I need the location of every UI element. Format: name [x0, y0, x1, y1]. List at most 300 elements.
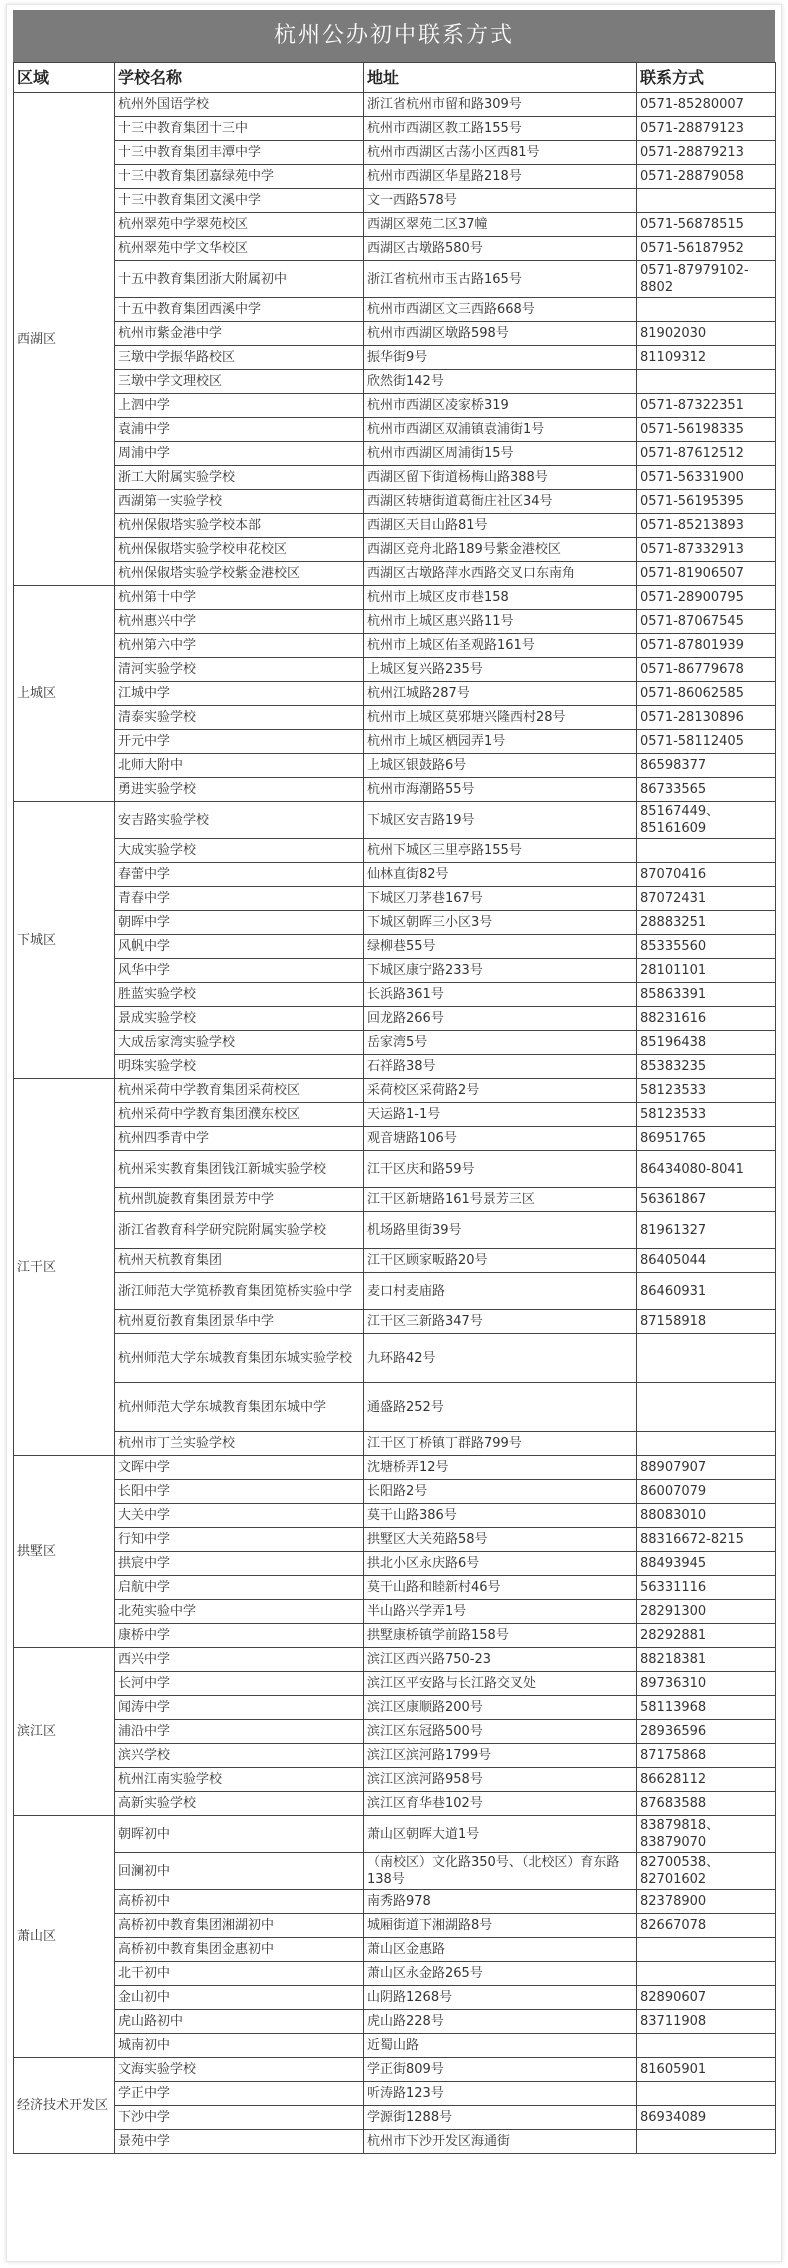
address-cell: 城厢街道下湘湖路8号: [364, 1914, 637, 1938]
table-row: [14, 1007, 776, 1031]
table-row: [14, 778, 776, 802]
school-name-cell: 杭州采实教育集团钱江新城实验学校: [115, 1151, 364, 1188]
contact-cell: 81961327: [637, 1212, 776, 1249]
school-name-cell: 朝晖初中: [115, 1816, 364, 1853]
address-cell: 学正街809号: [364, 2058, 637, 2082]
address-cell: 西湖区天目山路81号: [364, 514, 637, 538]
contact-cell: 0571-85280007: [637, 93, 776, 117]
table-row: [14, 466, 776, 490]
table-row: [14, 1528, 776, 1552]
address-cell: 浙江省杭州市留和路309号: [364, 93, 637, 117]
school-name-cell: 清河实验学校: [115, 658, 364, 682]
school-name-cell: 杭州师范大学东城教育集团东城实验学校: [115, 1334, 364, 1383]
address-cell: 仙林直街82号: [364, 863, 637, 887]
address-cell: 回龙路266号: [364, 1007, 637, 1031]
address-cell: 机场路里街39号: [364, 1212, 637, 1249]
school-name-cell: 西兴中学: [115, 1648, 364, 1672]
table-row: [14, 1432, 776, 1456]
contact-cell: [637, 839, 776, 863]
contact-cell: 85196438: [637, 1031, 776, 1055]
school-name-cell: 下沙中学: [115, 2106, 364, 2130]
table-row: [14, 1055, 776, 1079]
table-row: [14, 863, 776, 887]
contact-cell: 87072431: [637, 887, 776, 911]
table-row: [14, 802, 776, 839]
address-cell: 江干区新塘路161号景芳三区: [364, 1188, 637, 1212]
address-cell: 萧山区朝晖大道1号: [364, 1816, 637, 1853]
school-name-cell: 安吉路实验学校: [115, 802, 364, 839]
school-name-cell: 浦沿中学: [115, 1720, 364, 1744]
school-name-cell: 西湖第一实验学校: [115, 490, 364, 514]
contact-cell: 88907907: [637, 1456, 776, 1480]
table-row: [14, 346, 776, 370]
contact-cell: 87683588: [637, 1792, 776, 1816]
address-cell: 欣然街142号: [364, 370, 637, 394]
district-cell: 滨江区: [14, 1648, 115, 1816]
address-cell: 杭州市上城区佑圣观路161号: [364, 634, 637, 658]
table-row: [14, 1696, 776, 1720]
school-name-cell: 城南初中: [115, 2034, 364, 2058]
address-cell: 杭州市西湖区华星路218号: [364, 165, 637, 189]
table-row: [14, 1273, 776, 1310]
address-cell: 莫干山路386号: [364, 1504, 637, 1528]
address-cell: 半山路兴学弄1号: [364, 1600, 637, 1624]
contact-cell: 82700538、82701602: [637, 1853, 776, 1890]
school-name-cell: 明珠实验学校: [115, 1055, 364, 1079]
table-row: [14, 322, 776, 346]
school-name-cell: 学正中学: [115, 2082, 364, 2106]
table-row: [14, 370, 776, 394]
school-name-cell: 杭州翠苑中学文华校区: [115, 237, 364, 261]
school-name-cell: 北师大附中: [115, 754, 364, 778]
contact-cell: 0571-81906507: [637, 562, 776, 586]
table-header-row: [14, 63, 776, 93]
table-row: [14, 935, 776, 959]
contact-cell: 82378900: [637, 1890, 776, 1914]
table-row: [14, 93, 776, 117]
school-name-cell: 杭州师范大学东城教育集团东城中学: [115, 1383, 364, 1432]
table-row: [14, 1768, 776, 1792]
contact-cell: 0571-56331900: [637, 466, 776, 490]
table-row: [14, 165, 776, 189]
contact-cell: 86598377: [637, 754, 776, 778]
contact-cell: 0571-87979102-8802: [637, 261, 776, 298]
address-cell: 杭州市上城区惠兴路11号: [364, 610, 637, 634]
address-cell: 滨江区育华巷102号: [364, 1792, 637, 1816]
contact-cell: 0571-56198335: [637, 418, 776, 442]
address-cell: 杭州市西湖区周浦街15号: [364, 442, 637, 466]
table-body: [14, 93, 776, 2154]
contact-cell: 86951765: [637, 1127, 776, 1151]
contact-cell: 0571-87801939: [637, 634, 776, 658]
table-row: [14, 261, 776, 298]
address-cell: 滨江区西兴路750-23: [364, 1648, 637, 1672]
school-contact-table: [13, 62, 776, 2154]
school-name-cell: 高新实验学校: [115, 1792, 364, 1816]
address-cell: 杭州市下沙开发区海通街: [364, 2130, 637, 2154]
school-name-cell: 文晖中学: [115, 1456, 364, 1480]
contact-cell: 0571-56195395: [637, 490, 776, 514]
school-name-cell: 杭州外国语学校: [115, 93, 364, 117]
table-row: [14, 1720, 776, 1744]
table-row: [14, 1648, 776, 1672]
address-cell: 振华街9号: [364, 346, 637, 370]
address-cell: 下城区康宁路233号: [364, 959, 637, 983]
school-name-cell: 江城中学: [115, 682, 364, 706]
contact-cell: 88231616: [637, 1007, 776, 1031]
address-cell: 萧山区永金路265号: [364, 1962, 637, 1986]
address-cell: 下城区安吉路19号: [364, 802, 637, 839]
contact-cell: 0571-28879058: [637, 165, 776, 189]
contact-cell: 86628112: [637, 1768, 776, 1792]
address-cell: 杭州市海潮路55号: [364, 778, 637, 802]
table-row: [14, 1383, 776, 1432]
table-row: [14, 442, 776, 466]
contact-cell: 86434080-8041: [637, 1151, 776, 1188]
school-name-cell: 三墩中学振华路校区: [115, 346, 364, 370]
contact-cell: 0571-85213893: [637, 514, 776, 538]
table-row: [14, 1914, 776, 1938]
school-name-cell: 春蕾中学: [115, 863, 364, 887]
school-name-cell: 三墩中学文理校区: [115, 370, 364, 394]
table-row: [14, 959, 776, 983]
address-cell: 听涛路123号: [364, 2082, 637, 2106]
table-row: [14, 2130, 776, 2154]
table-row: [14, 1127, 776, 1151]
table-row: [14, 658, 776, 682]
school-name-cell: 开元中学: [115, 730, 364, 754]
school-name-cell: 十五中教育集团浙大附属初中: [115, 261, 364, 298]
contact-cell: 56361867: [637, 1188, 776, 1212]
contact-cell: 85335560: [637, 935, 776, 959]
address-cell: 九环路42号: [364, 1334, 637, 1383]
address-cell: 下城区刀茅巷167号: [364, 887, 637, 911]
contact-cell: 88218381: [637, 1648, 776, 1672]
contact-cell: [637, 1334, 776, 1383]
address-cell: 山阴路1268号: [364, 1986, 637, 2010]
contact-cell: [637, 1432, 776, 1456]
address-cell: 西湖区古墩路580号: [364, 237, 637, 261]
address-cell: 近蜀山路: [364, 2034, 637, 2058]
table-row: [14, 1310, 776, 1334]
address-cell: 滨江区平安路与长江路交叉处: [364, 1672, 637, 1696]
contact-cell: 58123533: [637, 1079, 776, 1103]
district-cell: 西湖区: [14, 93, 115, 586]
contact-cell: [637, 370, 776, 394]
address-cell: （南校区）文化路350号、（北校区）育东路138号: [364, 1853, 637, 1890]
table-row: [14, 754, 776, 778]
table-row: [14, 1151, 776, 1188]
table-row: [14, 634, 776, 658]
contact-cell: 28292881: [637, 1624, 776, 1648]
school-name-cell: 勇进实验学校: [115, 778, 364, 802]
school-name-cell: 拱宸中学: [115, 1552, 364, 1576]
address-cell: 沈塘桥弄12号: [364, 1456, 637, 1480]
school-name-cell: 杭州保俶塔实验学校紫金港校区: [115, 562, 364, 586]
table-row: [14, 141, 776, 165]
school-name-cell: 高桥初中: [115, 1890, 364, 1914]
table-row: [14, 1624, 776, 1648]
contact-cell: [637, 2130, 776, 2154]
contact-cell: 87070416: [637, 863, 776, 887]
school-name-cell: 景成实验学校: [115, 1007, 364, 1031]
table-row: [14, 538, 776, 562]
contact-cell: 28883251: [637, 911, 776, 935]
table-row: [14, 1816, 776, 1853]
table-row: [14, 298, 776, 322]
school-name-cell: 清泰实验学校: [115, 706, 364, 730]
table-row: [14, 2034, 776, 2058]
contact-cell: 88316672-8215: [637, 1528, 776, 1552]
address-cell: 杭州下城区三里亭路155号: [364, 839, 637, 863]
school-name-cell: 浙江省教育科学研究院附属实验学校: [115, 1212, 364, 1249]
table-row: [14, 117, 776, 141]
address-cell: 江干区三新路347号: [364, 1310, 637, 1334]
contact-cell: 58113968: [637, 1696, 776, 1720]
table-row: [14, 1890, 776, 1914]
school-name-cell: 行知中学: [115, 1528, 364, 1552]
school-name-cell: 文海实验学校: [115, 2058, 364, 2082]
table-row: [14, 610, 776, 634]
address-cell: 杭州市上城区皮市巷158: [364, 586, 637, 610]
table-row: [14, 237, 776, 261]
address-cell: 滨江区滨河路1799号: [364, 1744, 637, 1768]
address-cell: 杭州市西湖区双浦镇袁浦街1号: [364, 418, 637, 442]
school-name-cell: 十三中教育集团十三中: [115, 117, 364, 141]
address-cell: 下城区朝晖三小区3号: [364, 911, 637, 935]
table-row: [14, 213, 776, 237]
table-row: [14, 418, 776, 442]
address-cell: 天运路1-1号: [364, 1103, 637, 1127]
school-name-cell: 浙江师范大学笕桥教育集团笕桥实验中学: [115, 1273, 364, 1310]
table-row: [14, 2010, 776, 2034]
contact-cell: [637, 2082, 776, 2106]
school-name-cell: 杭州惠兴中学: [115, 610, 364, 634]
table-row: [14, 189, 776, 213]
header-address: 地址: [364, 63, 637, 93]
district-cell: 经济技术开发区: [14, 2058, 115, 2154]
header-school-name: 学校名称: [115, 63, 364, 93]
school-name-cell: 上泗中学: [115, 394, 364, 418]
contact-cell: 28101101: [637, 959, 776, 983]
address-cell: 通盛路252号: [364, 1383, 637, 1432]
school-name-cell: 闻涛中学: [115, 1696, 364, 1720]
address-cell: 岳家湾5号: [364, 1031, 637, 1055]
address-cell: 西湖区留下街道杨梅山路388号: [364, 466, 637, 490]
table-row: [14, 839, 776, 863]
contact-cell: 28936596: [637, 1720, 776, 1744]
school-name-cell: 杭州市丁兰实验学校: [115, 1432, 364, 1456]
school-name-cell: 杭州天杭教育集团: [115, 1249, 364, 1273]
table-row: [14, 1249, 776, 1273]
address-cell: 杭州市上城区莫邪塘兴隆西村28号: [364, 706, 637, 730]
school-name-cell: 虎山路初中: [115, 2010, 364, 2034]
table-row: [14, 1103, 776, 1127]
contact-cell: [637, 1962, 776, 1986]
table-row: [14, 1744, 776, 1768]
contact-cell: [637, 2034, 776, 2058]
contact-cell: [637, 189, 776, 213]
contact-cell: 88083010: [637, 1504, 776, 1528]
school-name-cell: 高桥初中教育集团湘湖初中: [115, 1914, 364, 1938]
address-cell: 长阳路2号: [364, 1480, 637, 1504]
address-cell: 杭州江城路287号: [364, 682, 637, 706]
school-name-cell: 长河中学: [115, 1672, 364, 1696]
contact-cell: 89736310: [637, 1672, 776, 1696]
address-cell: 杭州市西湖区文三西路668号: [364, 298, 637, 322]
address-cell: 采荷校区采荷路2号: [364, 1079, 637, 1103]
contact-cell: [637, 1938, 776, 1962]
contact-cell: 0571-86779678: [637, 658, 776, 682]
contact-cell: 0571-28900795: [637, 586, 776, 610]
school-name-cell: 杭州第十中学: [115, 586, 364, 610]
table-row: [14, 706, 776, 730]
school-name-cell: 袁浦中学: [115, 418, 364, 442]
table-row: [14, 1480, 776, 1504]
header-district: 区域: [14, 63, 115, 93]
school-name-cell: 胜蓝实验学校: [115, 983, 364, 1007]
address-cell: 拱墅区大关苑路58号: [364, 1528, 637, 1552]
address-cell: 杭州市西湖区教工路155号: [364, 117, 637, 141]
table-row: [14, 1334, 776, 1383]
school-name-cell: 杭州翠苑中学翠苑校区: [115, 213, 364, 237]
school-name-cell: 回澜初中: [115, 1853, 364, 1890]
table-row: [14, 1600, 776, 1624]
address-cell: 麦口村麦庙路: [364, 1273, 637, 1310]
school-name-cell: 大关中学: [115, 1504, 364, 1528]
table-row: [14, 1576, 776, 1600]
school-name-cell: 杭州第六中学: [115, 634, 364, 658]
school-name-cell: 周浦中学: [115, 442, 364, 466]
school-name-cell: 杭州四季青中学: [115, 1127, 364, 1151]
contact-cell: 0571-86062585: [637, 682, 776, 706]
table-row: [14, 887, 776, 911]
address-cell: 江干区庆和路59号: [364, 1151, 637, 1188]
contact-cell: 82667078: [637, 1914, 776, 1938]
address-cell: 杭州市西湖区凌家桥319: [364, 394, 637, 418]
contact-cell: 83711908: [637, 2010, 776, 2034]
contact-cell: 86733565: [637, 778, 776, 802]
school-name-cell: 启航中学: [115, 1576, 364, 1600]
table-row: [14, 1079, 776, 1103]
address-cell: 杭州市西湖区墩路598号: [364, 322, 637, 346]
contact-cell: 0571-58112405: [637, 730, 776, 754]
contact-cell: 81109312: [637, 346, 776, 370]
contact-cell: [637, 298, 776, 322]
contact-cell: 86405044: [637, 1249, 776, 1273]
table-row: [14, 586, 776, 610]
district-cell: 下城区: [14, 802, 115, 1079]
table-row: [14, 1938, 776, 1962]
address-cell: 江干区顾家畈路20号: [364, 1249, 637, 1273]
address-cell: 文一西路578号: [364, 189, 637, 213]
district-cell: 江干区: [14, 1079, 115, 1456]
table-row: [14, 1212, 776, 1249]
contact-cell: 0571-28879123: [637, 117, 776, 141]
table-row: [14, 562, 776, 586]
address-cell: 杭州市西湖区古荡小区西81号: [364, 141, 637, 165]
table-row: [14, 2106, 776, 2130]
contact-cell: 81605901: [637, 2058, 776, 2082]
contact-cell: 0571-28130896: [637, 706, 776, 730]
school-name-cell: 十三中教育集团嘉绿苑中学: [115, 165, 364, 189]
contact-cell: 86460931: [637, 1273, 776, 1310]
school-name-cell: 高桥初中教育集团金惠初中: [115, 1938, 364, 1962]
school-name-cell: 杭州市紫金港中学: [115, 322, 364, 346]
address-cell: 浙江省杭州市玉古路165号: [364, 261, 637, 298]
school-name-cell: 杭州保俶塔实验学校本部: [115, 514, 364, 538]
table-row: [14, 2058, 776, 2082]
contact-cell: 87175868: [637, 1744, 776, 1768]
table-row: [14, 1188, 776, 1212]
header-contact: 联系方式: [637, 63, 776, 93]
contact-cell: 0571-56878515: [637, 213, 776, 237]
table-row: [14, 983, 776, 1007]
school-name-cell: 北干初中: [115, 1962, 364, 1986]
table-row: [14, 1853, 776, 1890]
address-cell: 石祥路38号: [364, 1055, 637, 1079]
school-name-cell: 十三中教育集团文溪中学: [115, 189, 364, 213]
address-cell: 滨江区滨河路958号: [364, 1768, 637, 1792]
school-name-cell: 金山初中: [115, 1986, 364, 2010]
address-cell: 西湖区古墩路萍水西路交叉口东南角: [364, 562, 637, 586]
school-name-cell: 杭州凯旋教育集团景芳中学: [115, 1188, 364, 1212]
table-row: [14, 2082, 776, 2106]
school-name-cell: 景苑中学: [115, 2130, 364, 2154]
address-cell: 观音塘路106号: [364, 1127, 637, 1151]
school-name-cell: 大成岳家湾实验学校: [115, 1031, 364, 1055]
contact-cell: 88493945: [637, 1552, 776, 1576]
address-cell: 西湖区竞舟北路189号紫金港校区: [364, 538, 637, 562]
contact-cell: 28291300: [637, 1600, 776, 1624]
table-row: [14, 911, 776, 935]
address-cell: 滨江区东冠路500号: [364, 1720, 637, 1744]
school-name-cell: 康桥中学: [115, 1624, 364, 1648]
contact-cell: 82890607: [637, 1986, 776, 2010]
table-row: [14, 1962, 776, 1986]
table-row: [14, 394, 776, 418]
contact-cell: 56331116: [637, 1576, 776, 1600]
contact-cell: 0571-87332913: [637, 538, 776, 562]
table-row: [14, 1456, 776, 1480]
school-name-cell: 杭州夏衍教育集团景华中学: [115, 1310, 364, 1334]
school-name-cell: 十五中教育集团西溪中学: [115, 298, 364, 322]
school-name-cell: 浙工大附属实验学校: [115, 466, 364, 490]
contact-cell: 85383235: [637, 1055, 776, 1079]
address-cell: 上城区银鼓路6号: [364, 754, 637, 778]
table-row: [14, 682, 776, 706]
table-row: [14, 514, 776, 538]
contact-cell: 87158918: [637, 1310, 776, 1334]
school-name-cell: 杭州保俶塔实验学校申花校区: [115, 538, 364, 562]
district-cell: 拱墅区: [14, 1456, 115, 1648]
address-cell: 江干区丁桥镇丁群路799号: [364, 1432, 637, 1456]
address-cell: 绿柳巷55号: [364, 935, 637, 959]
school-name-cell: 风华中学: [115, 959, 364, 983]
address-cell: 杭州市上城区栖园弄1号: [364, 730, 637, 754]
school-name-cell: 长阳中学: [115, 1480, 364, 1504]
contact-cell: 86934089: [637, 2106, 776, 2130]
school-name-cell: 青春中学: [115, 887, 364, 911]
address-cell: 长浜路361号: [364, 983, 637, 1007]
contact-cell: 0571-56187952: [637, 237, 776, 261]
school-name-cell: 杭州采荷中学教育集团濮东校区: [115, 1103, 364, 1127]
table-row: [14, 1986, 776, 2010]
school-name-cell: 大成实验学校: [115, 839, 364, 863]
table-row: [14, 730, 776, 754]
school-name-cell: 杭州江南实验学校: [115, 1768, 364, 1792]
address-cell: 萧山区金惠路: [364, 1938, 637, 1962]
